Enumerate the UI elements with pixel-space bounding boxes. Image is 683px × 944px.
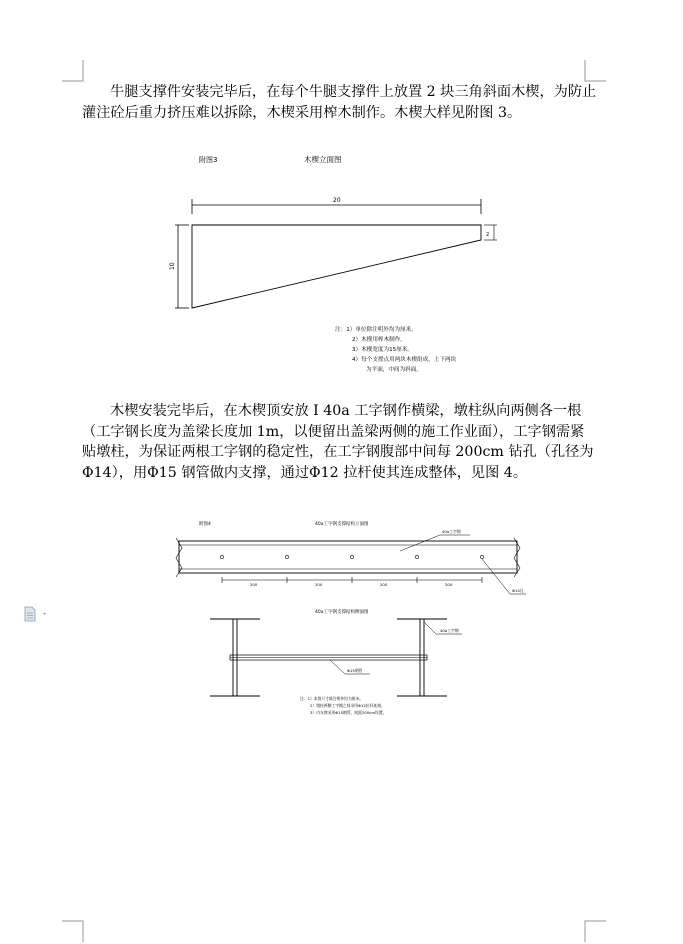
figure-3-note-1: 注：1）单位除注明外均为厘米。 — [335, 327, 417, 333]
dimension-tip: 2 — [486, 232, 490, 238]
spacing-label: 200 — [380, 582, 388, 587]
callout-hole: Φ14孔 — [512, 588, 524, 593]
figure-3-title: 木楔立面图 — [304, 155, 342, 164]
figure-3-label: 附图3 — [199, 156, 218, 164]
callout-ibeam-side: 40a工字钢 — [440, 628, 459, 633]
spacing-label: 200 — [315, 582, 323, 587]
figure-3-note-4: 4）每个支撑点用两块木楔组成，上下两块 — [352, 357, 457, 363]
hole-mark — [220, 555, 223, 558]
chevron-down-icon — [43, 613, 46, 615]
hole-mark — [285, 555, 288, 558]
hole-mark — [415, 555, 418, 558]
spacing-label: 200 — [445, 582, 453, 587]
paragraph-i-beam: 木楔安装完毕后，在木楔顶安放 I 40a 工字钢作横梁，墩柱纵向两侧各一根（工字钢长度为盖梁长度加 1m，以便留出盖梁两侧的施工作业面），工字钢需紧贴墩柱，为保证两根工字钢的稳定性，在工字钢腹部中间每 200cm 钻孔（孔径为Φ14），用Φ15 钢管做内支撑，通过Φ12 拉杆使其连成整体，见图 4。 — [82, 403, 594, 481]
figure-4-note-2: 2）墩柱两侧工字钢之间采用Φ12拉杆连接。 — [310, 703, 385, 708]
callout-ibeam-top: 40a工字钢 — [442, 529, 461, 534]
paragraph-wooden-wedge: 牛腿支撑件安装完毕后，在每个牛腿支撑件上放置 2 块三角斜面木楔，为防止灌注砼后重力挤压难以拆除，木楔采用榨木制作。木楔大样见附图 3。 — [82, 84, 597, 121]
hole-mark — [480, 555, 483, 558]
figure-4-note-1: 注：1）本图尺寸除注明外均为厘米。 — [300, 696, 364, 701]
dimension-height: 10 — [169, 262, 176, 270]
i-beam-elevation — [179, 541, 517, 573]
figure-4-title-bottom: 40a工字钢支撑结构侧面图 — [315, 610, 369, 615]
figure-4-title-top: 40a工字钢支撑结构立面图 — [315, 522, 369, 527]
figure-3-note-3: 3）木楔宽度为15厘米。 — [352, 347, 414, 353]
document-icon[interactable] — [24, 606, 50, 622]
figure-3-note-5: 为平面，中间为斜面。 — [366, 367, 422, 373]
dimension-length: 20 — [333, 197, 341, 204]
figure-4-note-3: 3）内支撑采用Φ15钢管，间距200cm设置。 — [310, 710, 387, 715]
figure-4-label: 附图4 — [199, 522, 211, 527]
hole-mark — [350, 555, 353, 558]
spacing-label: 200 — [250, 582, 258, 587]
figure-3-note-2: 2）木楔用榨木制作。 — [352, 337, 406, 343]
callout-pipe: Φ15钢管 — [347, 668, 363, 673]
